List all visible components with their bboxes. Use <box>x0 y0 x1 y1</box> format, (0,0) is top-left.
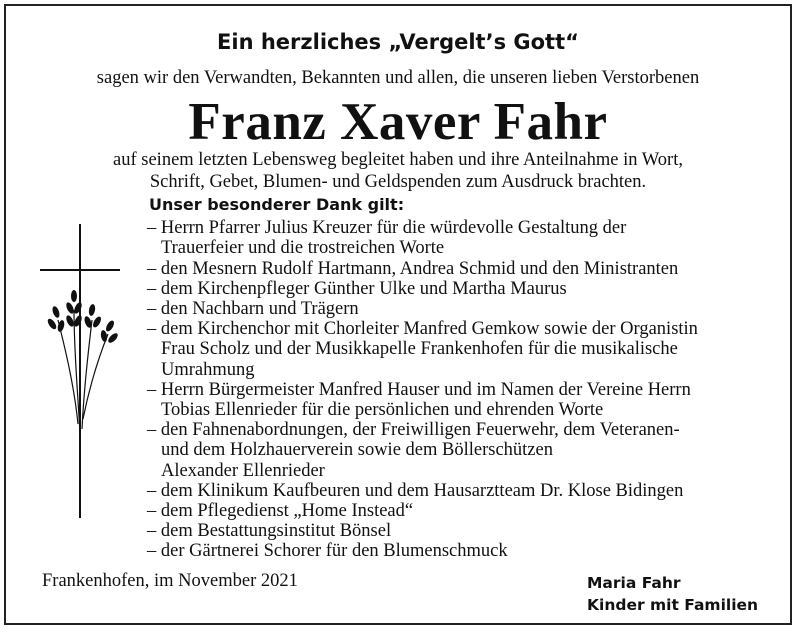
intro-line: Schrift, Gebet, Blumen- und Geldspenden zum Ausdruck brachten. <box>149 172 647 192</box>
thanks-line: – dem Pflegedienst „Home Instead“ <box>147 501 414 522</box>
intro-text <box>6 149 790 193</box>
place-date: Frankenhofen, im November 2021 <box>42 571 298 591</box>
signature-line: Kinder mit Familien <box>587 596 759 614</box>
thanks-line: Tobias Ellenrieder für die persönlichen und ehrenden Worte <box>161 400 604 421</box>
thanks-line: – Herrn Pfarrer Julius Kreuzer für die würdevolle Gestaltung der <box>147 218 627 239</box>
thanks-line: Umrahmung <box>161 359 255 380</box>
thanks-line: Alexander Ellenrieder <box>161 460 325 481</box>
thanks-line: – der Gärtnerei Schorer für den Blumenschmuck <box>147 541 508 562</box>
heading-thanks: Ein herzliches „Vergelt’s Gott“ <box>217 30 579 54</box>
signature-line: Maria Fahr <box>587 574 681 592</box>
thanks-line: – den Fahnenabordnungen, der Freiwilligen Feuerwehr, dem Veteranen- <box>147 420 680 441</box>
thanks-line: – dem Kirchenchor mit Chorleiter Manfred Gemkow sowie der Organistin <box>147 319 698 340</box>
thanks-line: – den Mesnern Rudolf Hartmann, Andrea Schmid und den Ministranten <box>147 258 679 279</box>
thanks-line: Trauerfeier und die trostreichen Worte <box>161 238 445 259</box>
signature <box>587 572 758 616</box>
obituary-card <box>4 4 792 625</box>
thanks-line: – dem Kirchenpfleger Günther Ulke und Martha Maurus <box>147 278 567 299</box>
intro-line: auf seinem letzten Lebensweg begleitet haben und ihre Anteilnahme in Wort, <box>113 150 683 170</box>
thanks-line: – dem Klinikum Kaufbeuren und dem Hausarztteam Dr. Klose Bidingen <box>147 480 684 501</box>
cross-with-wheat-icon <box>34 224 134 524</box>
thanks-line: und dem Holzhauerverein sowie dem Böllerschützen <box>161 440 553 461</box>
heading-subtitle: sagen wir den Verwandten, Bekannten und allen, die unseren lieben Verstorbenen <box>96 68 700 88</box>
thanks-line: Frau Scholz und der Musikkapelle Frankenhofen für die musikalische <box>161 339 678 360</box>
deceased-name: Franz Xaver Fahr <box>188 93 608 151</box>
thanks-line: – Herrn Bürgermeister Manfred Hauser und im Namen der Vereine Herrn <box>147 379 691 400</box>
thanks-title: Unser besonderer Dank gilt: <box>149 195 405 214</box>
thanks-line: – dem Bestattungsinstitut Bönsel <box>147 521 392 542</box>
thanks-section <box>147 195 787 562</box>
thanks-line: – den Nachbarn und Trägern <box>147 299 359 320</box>
